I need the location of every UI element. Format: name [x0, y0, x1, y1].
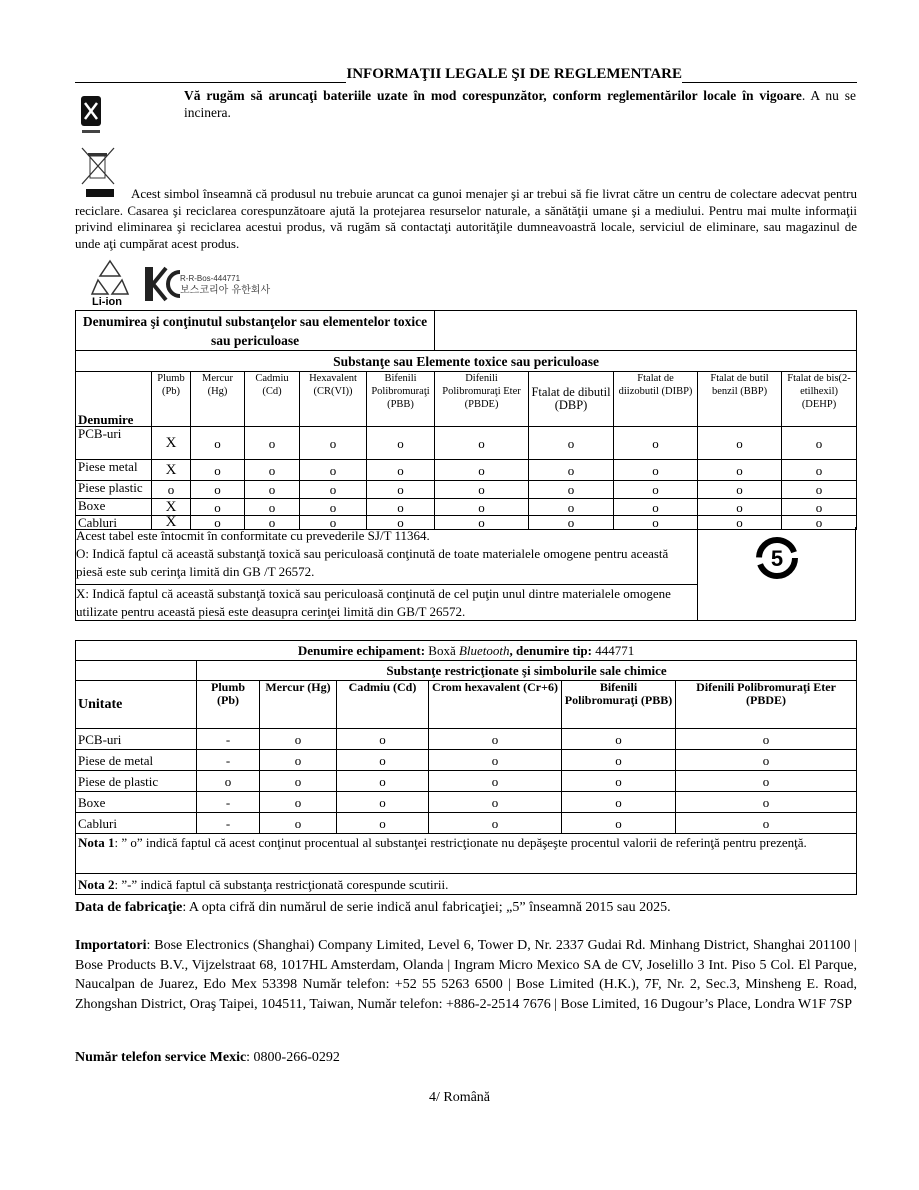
- cell-value: -: [197, 813, 260, 834]
- cell-value: o: [562, 813, 676, 834]
- column-header: Mercur (Hg): [191, 372, 245, 427]
- cell-value: X: [152, 516, 191, 530]
- cell-value: X: [152, 427, 191, 460]
- row-name: PCB-uri: [76, 729, 197, 750]
- cell-value: o: [562, 771, 676, 792]
- table-row: [76, 729, 857, 750]
- cell-value: o: [245, 427, 300, 460]
- column-header: Ftalat de diizobutil (DIBP): [614, 372, 698, 427]
- restricted-substances-table: [75, 640, 857, 895]
- cell-value: o: [435, 460, 529, 481]
- cell-value: o: [245, 460, 300, 481]
- cell-value: o: [676, 771, 857, 792]
- column-header: Ftalat de butil benzil (BBP): [698, 372, 782, 427]
- cell-value: o: [698, 481, 782, 499]
- cell-value: o: [676, 750, 857, 771]
- cell-value: o: [698, 460, 782, 481]
- cell-value: o: [782, 516, 857, 530]
- cell-value: o: [435, 499, 529, 516]
- cell-value: o: [529, 427, 614, 460]
- cell-value: o: [429, 813, 562, 834]
- equipment-name: Denumire echipament: Boxă Bluetooth, denumire tip: 444771: [76, 641, 857, 661]
- cell-value: o: [245, 481, 300, 499]
- cell-value: o: [782, 460, 857, 481]
- cell-value: o: [782, 481, 857, 499]
- note-x: X: Indică faptul că această substanţă toxică sau periculoasă conţinută de cel puţin unul dintre materialele omogene utilizate pentru această piesă este deasupra cerinţei limită din GB/T 26572.: [76, 584, 697, 621]
- cell-value: o: [429, 750, 562, 771]
- cell-value: o: [337, 750, 429, 771]
- cell-value: o: [698, 499, 782, 516]
- row-name: Cabluri: [76, 813, 197, 834]
- row-name: Piese metal: [76, 460, 152, 481]
- cell-value: o: [782, 499, 857, 516]
- cell-value: o: [337, 729, 429, 750]
- table-row: [76, 792, 857, 813]
- cell-value: o: [529, 499, 614, 516]
- cell-value: o: [676, 729, 857, 750]
- column-header: Bifenili Polibromuraţi (PBB): [562, 681, 676, 729]
- cell-value: o: [435, 481, 529, 499]
- battery-rest: . A nu se incinera.: [184, 88, 856, 120]
- cell-value: o: [782, 427, 857, 460]
- column-header: Ftalat de dibutil (DBP): [529, 372, 614, 427]
- cell-value: o: [337, 813, 429, 834]
- cell-value: o: [614, 516, 698, 530]
- row-name: Boxe: [76, 499, 152, 516]
- hazardous-substances-table: [75, 310, 857, 530]
- manufacture-date: Data de fabricaţie: A opta cifră din numărul de serie indică anul fabricaţiei; „5” înseamnă 2015 sau 2025.: [75, 900, 671, 915]
- service-phone: Număr telefon service Mexic: 0800-266-0292: [75, 1050, 340, 1065]
- row-name: Cabluri: [76, 516, 152, 530]
- column-header: Cadmiu (Cd): [245, 372, 300, 427]
- cell-value: o: [435, 427, 529, 460]
- table2-subtitle: Substanţe restricţionate şi simbolurile sale chimice: [197, 661, 857, 681]
- note-o: O: Indică faptul că această substanţă toxică sau periculoasă conţinută de toate materialele omogene pentru această piesă este sub cerinţa limită din GB /T 26572.: [76, 546, 669, 579]
- cell-value: o: [614, 481, 698, 499]
- cell-value: o: [429, 771, 562, 792]
- cell-value: o: [260, 813, 337, 834]
- cell-value: o: [191, 499, 245, 516]
- cell-value: o: [435, 516, 529, 530]
- cell-value: o: [614, 499, 698, 516]
- cell-value: o: [367, 460, 435, 481]
- cell-value: o: [562, 792, 676, 813]
- cell-value: o: [614, 427, 698, 460]
- cell-value: o: [260, 729, 337, 750]
- cell-value: o: [191, 516, 245, 530]
- cell-value: -: [197, 792, 260, 813]
- cell-value: o: [367, 481, 435, 499]
- title-text: INFORMAŢII LEGALE ŞI DE REGLEMENTARE: [346, 66, 682, 82]
- battery-disposal-text: [184, 88, 856, 121]
- cell-value: o: [676, 813, 857, 834]
- cell-value: o: [337, 771, 429, 792]
- column-header: Plumb (Pb): [152, 372, 191, 427]
- table-row: [76, 771, 857, 792]
- table-row: [76, 750, 857, 771]
- table-row: [76, 460, 857, 481]
- column-header: Ftalat de bis(2-etilhexil) (DEHP): [782, 372, 857, 427]
- table1-subtitle: Substanţe sau Elemente toxice sau periculoase: [76, 351, 857, 372]
- cell-value: o: [337, 792, 429, 813]
- cell-value: o: [529, 481, 614, 499]
- column-header: Plumb (Pb): [197, 681, 260, 729]
- column-header: Difenili Polibromuraţi Eter (PBDE): [435, 372, 529, 427]
- column-header: Cadmiu (Cd): [337, 681, 429, 729]
- cell-value: X: [152, 460, 191, 481]
- kc-code: R-R-Bos-444771: [180, 274, 241, 283]
- page-title: [75, 66, 857, 83]
- column-header: Hexavalent (CR(VI)): [300, 372, 367, 427]
- cell-value: o: [429, 729, 562, 750]
- cell-value: o: [191, 427, 245, 460]
- cell-value: o: [300, 499, 367, 516]
- table-row: [76, 427, 857, 460]
- cell-value: o: [614, 460, 698, 481]
- cell-value: o: [300, 460, 367, 481]
- row-name: PCB-uri: [76, 427, 152, 460]
- epup-5-icon: [752, 533, 802, 583]
- li-ion-label: Li-ion: [92, 296, 122, 306]
- table1-title: Denumirea şi conţinutul substanţelor sau elementelor toxice sau periculoase: [76, 311, 435, 351]
- cell-value: o: [245, 516, 300, 530]
- column-header: Bifenili Polibromuraţi (PBB): [367, 372, 435, 427]
- table-row: [76, 813, 857, 834]
- cell-value: o: [367, 499, 435, 516]
- note2: Nota 2: ”-” indică faptul că substanţa restricţionată corespunde scutirii.: [76, 874, 857, 895]
- cell-value: o: [300, 427, 367, 460]
- cell-value: o: [529, 460, 614, 481]
- cell-value: o: [260, 750, 337, 771]
- epup-cell: [697, 527, 856, 621]
- cell-value: o: [152, 481, 191, 499]
- table-row: [76, 481, 857, 499]
- importers: Importatori: Bose Electronics (Shanghai) Company Limited, Level 6, Tower D, Nr. 2337 Gudai Rd. Minhang District, Shanghai 201100 | Bose Products B.V., Vijzelstraat 68, 1017HL Amsterdam, Olanda | Ingram Micro Mexico SA de CV, Joselillo 3 Int. Piso 5 Col. El Parque, Naucalpan de Juarez, Edo Mex 53398 Număr telefon: +52 55 5263 6500 | Bose Limited (H.K.), 7F, Nr. 2, Sec.3, Minsheng E. Road, Zhongshan District, Oraş Taipei, 104511, Taiwan, Număr telefon: +886-2-2514 7676 | Bose Limited, 16 Dugour’s Place, Londra W1F 7SP: [75, 938, 857, 1012]
- cell-value: o: [197, 771, 260, 792]
- column-header: Mercur (Hg): [260, 681, 337, 729]
- cell-value: o: [367, 516, 435, 530]
- cell-value: -: [197, 750, 260, 771]
- battery-recycle-icon: [80, 95, 102, 137]
- li-ion-recycle-icon: [90, 258, 130, 306]
- cell-value: o: [191, 481, 245, 499]
- cell-value: o: [245, 499, 300, 516]
- note-standard: Acest tabel este întocmit în conformitate cu prevederile SJ/T 11364.: [76, 528, 430, 543]
- cell-value: o: [529, 516, 614, 530]
- weee-text: Acest simbol înseamnă că produsul nu trebuie aruncat ca gunoi menajer şi ar trebui să fie livrat către un centru de colectare adecvat pentru reciclare. Casarea şi reciclarea corespunzătoare ajută la protejarea resurselor naturale, a sănătăţii umane şi a mediului. Pentru mai multe informaţii privind eliminarea şi reciclarea acestui produs, vă rugăm să contactaţi autorităţile dumneavoastră locale, serviciul de eliminare, sau magazinul de unde aţi cumpărat acest produs.: [75, 186, 857, 251]
- cell-value: o: [676, 792, 857, 813]
- cell-value: o: [300, 481, 367, 499]
- row-name: Piese de plastic: [76, 771, 197, 792]
- kc-company: 보스코리아 유한회사: [180, 285, 271, 296]
- page-footer: 4/ Română: [428, 1090, 491, 1105]
- column-header: Difenili Polibromuraţi Eter (PBDE): [676, 681, 857, 729]
- table1-note-area: [76, 527, 697, 581]
- row-header: Denumire: [76, 372, 152, 427]
- row-name: Piese de metal: [76, 750, 197, 771]
- cell-value: o: [260, 792, 337, 813]
- table-row: [76, 499, 857, 516]
- cell-value: -: [197, 729, 260, 750]
- cell-value: o: [300, 516, 367, 530]
- crossed-bin-icon: [80, 146, 116, 186]
- unit-header: Unitate: [76, 681, 197, 729]
- row-name: Boxe: [76, 792, 197, 813]
- cell-value: o: [260, 771, 337, 792]
- cell-value: o: [191, 460, 245, 481]
- row-name: Piese plastic: [76, 481, 152, 499]
- kc-mark-logo: [144, 266, 284, 302]
- table1-notes: [75, 527, 698, 621]
- cell-value: X: [152, 499, 191, 516]
- cell-value: o: [698, 516, 782, 530]
- cell-value: o: [698, 427, 782, 460]
- battery-bold: Vă rugăm să aruncaţi bateriile uzate în mod corespunzător, conform reglementărilor locale în vigoare: [184, 88, 802, 103]
- cell-value: o: [429, 792, 562, 813]
- note1: Nota 1: ” o” indică faptul că acest conţinut procentual al substanţei restricţionate nu depăşeşte procentul valorii de referinţă pentru prezenţă.: [76, 834, 857, 874]
- cell-value: o: [562, 729, 676, 750]
- cell-value: o: [562, 750, 676, 771]
- column-header: Crom hexavalent (Cr+6): [429, 681, 562, 729]
- epup-number: 5: [770, 546, 784, 571]
- cell-value: o: [367, 427, 435, 460]
